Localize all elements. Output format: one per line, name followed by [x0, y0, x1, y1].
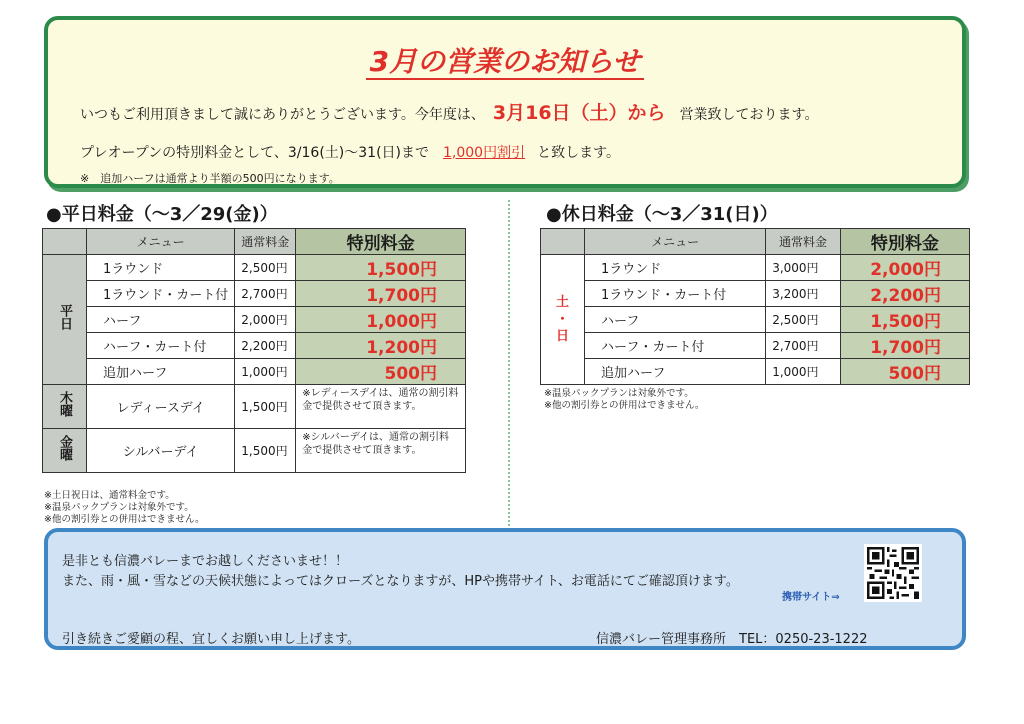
table-row — [43, 255, 466, 281]
category-holiday: 土 ・ 日 — [541, 255, 585, 385]
menu-cell: 追加ハーフ — [585, 359, 766, 385]
office-contact: 信濃バレー管理事務所 TEL：0250-23-1222 — [596, 632, 868, 647]
special-price: 2,200円 — [840, 281, 969, 307]
regular-price: 2,500円 — [766, 307, 841, 333]
regular-price: 1,500円 — [235, 385, 296, 429]
special-price: 1,000円 — [296, 307, 466, 333]
special-price: 1,200円 — [296, 333, 466, 359]
info-box — [44, 528, 966, 650]
category-thursday: 木曜 — [43, 385, 87, 429]
regular-price: 2,500円 — [235, 255, 296, 281]
header-menu: メニュー — [87, 229, 235, 255]
regular-price: 1,500円 — [235, 429, 296, 473]
menu-cell: ハーフ — [585, 307, 766, 333]
notice-line-3: ※ 追加ハーフは通常より半額の500円になります。 — [80, 172, 340, 185]
menu-cell: 1ラウンド・カート付 — [87, 281, 235, 307]
footnote: ※他の割引券との併用はできません。 — [544, 400, 705, 411]
table-row — [541, 333, 970, 359]
header-special: 特別料金 — [296, 229, 466, 255]
menu-cell: ハーフ — [87, 307, 235, 333]
notice-line-2: プレオープンの特別料金として、3/16(土)～31(日)まで 1,000円割引 と致します。 — [80, 145, 620, 161]
notice-title: 3月の営業のお知らせ — [48, 40, 962, 80]
header-regular: 通常料金 — [235, 229, 296, 255]
table-row — [43, 281, 466, 307]
header-regular: 通常料金 — [766, 229, 841, 255]
table-row — [541, 281, 970, 307]
special-price: 1,500円 — [840, 307, 969, 333]
notice-box — [44, 16, 966, 188]
footnote: ※土日祝日は、通常料金です。 — [44, 490, 175, 501]
table-row — [43, 359, 466, 385]
menu-cell: 1ラウンド・カート付 — [585, 281, 766, 307]
table-row — [541, 255, 970, 281]
special-price: 1,700円 — [840, 333, 969, 359]
regular-price: 2,700円 — [235, 281, 296, 307]
regular-price: 2,700円 — [766, 333, 841, 359]
category-weekday: 平日 — [43, 255, 87, 385]
footnote: ※他の割引券との併用はできません。 — [44, 514, 205, 525]
footnote: ※温泉パックプランは対象外です。 — [544, 388, 694, 399]
menu-cell: 追加ハーフ — [87, 359, 235, 385]
table-row-friday — [43, 429, 466, 473]
mobile-site-link[interactable]: 携帯サイト⇒ — [782, 592, 840, 603]
holiday-heading: ●休日料金（～3／31(日)） — [546, 204, 778, 225]
holiday-footnotes — [544, 388, 705, 412]
regular-price: 1,000円 — [235, 359, 296, 385]
menu-cell: ハーフ・カート付 — [585, 333, 766, 359]
silver-day-note: ※シルバーデイは、通常の割引料金で提供させて頂きます。 — [296, 429, 466, 473]
category-friday: 金曜 — [43, 429, 87, 473]
info-line-2: また、雨・風・雪などの天候状態によってはクローズとなりますが、HPや携帯サイト、お電話にてご確認頂けます。 — [62, 574, 739, 589]
table-row — [541, 307, 970, 333]
table-row — [541, 359, 970, 385]
weekday-price-table — [42, 228, 466, 473]
discount-amount: 1,000円割引 — [443, 145, 526, 161]
special-price: 1,700円 — [296, 281, 466, 307]
special-price: 1,500円 — [296, 255, 466, 281]
table-row-thursday — [43, 385, 466, 429]
regular-price: 2,000円 — [235, 307, 296, 333]
notice-line-1: いつもご利用頂きまして誠にありがとうございます。今年度は、 3月16日（土）から 営業致しております。 — [80, 102, 819, 124]
menu-cell: 1ラウンド — [87, 255, 235, 281]
header-blank — [43, 229, 87, 255]
footnote: ※温泉パックプランは対象外です。 — [44, 502, 194, 513]
opening-date: 3月16日（土）から — [492, 102, 666, 124]
info-line-1: 是非とも信濃バレーまでお越しくださいませ！！ — [62, 554, 349, 569]
menu-cell: ハーフ・カート付 — [87, 333, 235, 359]
weekday-footnotes — [44, 490, 205, 526]
header-blank — [541, 229, 585, 255]
regular-price: 1,000円 — [766, 359, 841, 385]
info-line-3: 引き続きご愛顧の程、宜しくお願い申し上げます。 — [62, 632, 360, 647]
menu-cell: レディースデイ — [87, 385, 235, 429]
header-menu: メニュー — [585, 229, 766, 255]
menu-cell: 1ラウンド — [585, 255, 766, 281]
table-header-row — [541, 229, 970, 255]
special-price: 2,000円 — [840, 255, 969, 281]
special-price: 500円 — [840, 359, 969, 385]
table-row — [43, 307, 466, 333]
table-row — [43, 333, 466, 359]
menu-cell: シルバーデイ — [87, 429, 235, 473]
table-header-row — [43, 229, 466, 255]
regular-price: 3,000円 — [766, 255, 841, 281]
ladies-day-note: ※レディースデイは、通常の割引料金で提供させて頂きます。 — [296, 385, 466, 429]
weekday-heading: ●平日料金（～3／29(金)） — [46, 204, 278, 225]
divider — [508, 200, 510, 530]
holiday-price-table — [540, 228, 970, 385]
regular-price: 2,200円 — [235, 333, 296, 359]
special-price: 500円 — [296, 359, 466, 385]
qr-code-icon[interactable] — [864, 544, 922, 602]
regular-price: 3,200円 — [766, 281, 841, 307]
header-special: 特別料金 — [840, 229, 969, 255]
